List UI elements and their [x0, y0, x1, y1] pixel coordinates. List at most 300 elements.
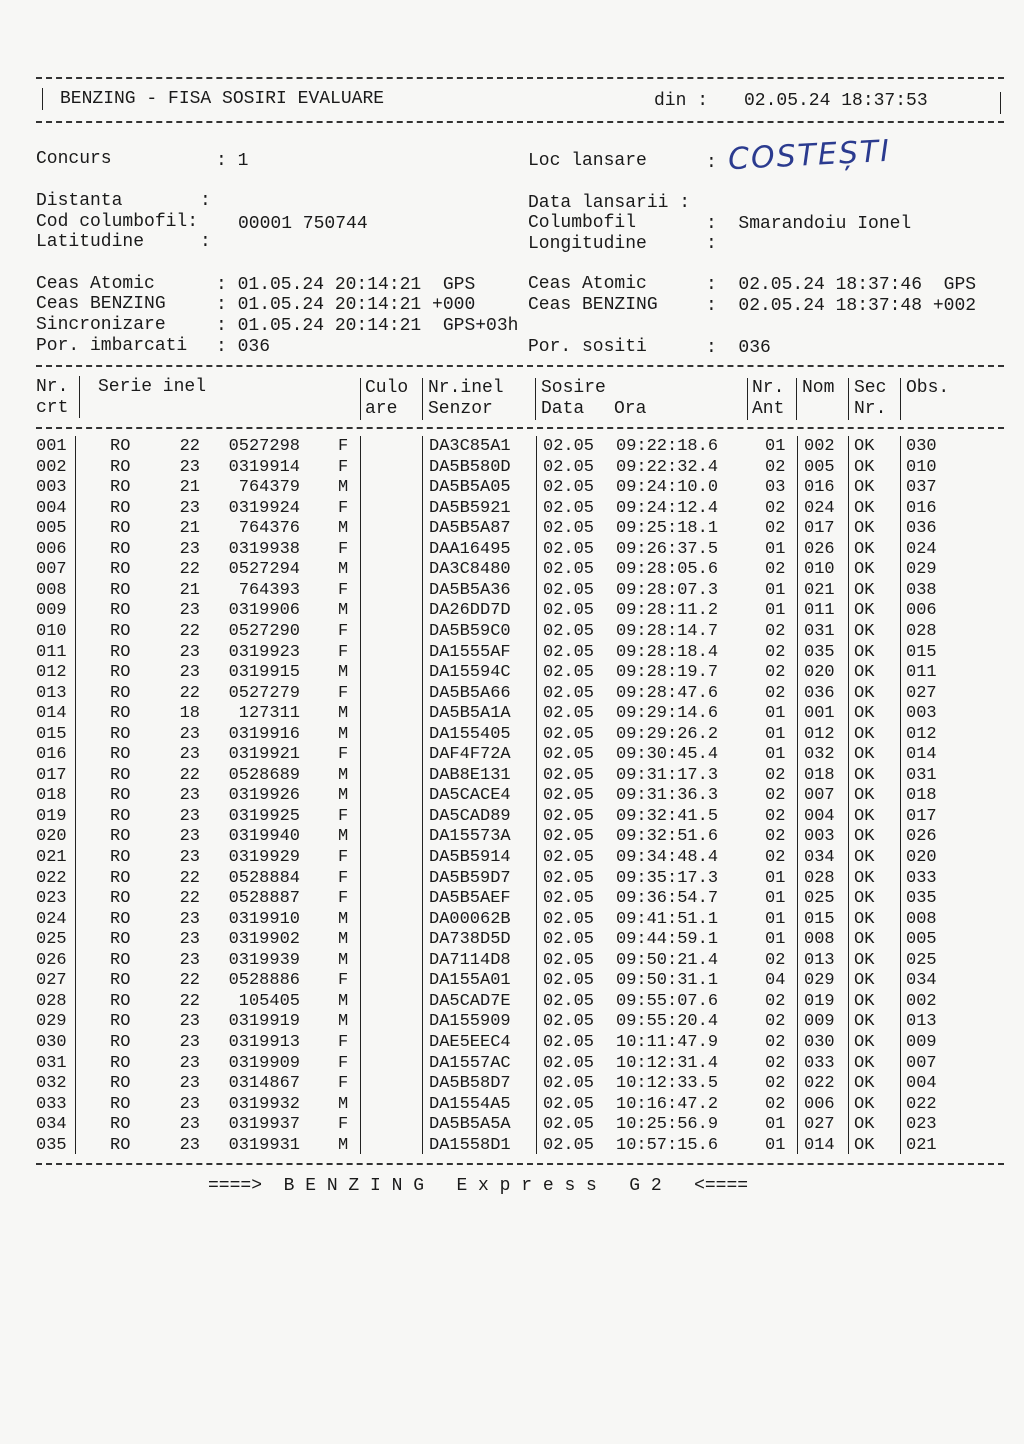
cell-time: 09:32:51.6 [616, 827, 719, 847]
cell-nr: 023 [36, 889, 67, 909]
date-label: din : [654, 91, 709, 111]
cell-obs: 003 [906, 704, 937, 724]
cell-sec: OK [854, 560, 875, 580]
cell-nr: 022 [36, 868, 67, 888]
cell-obs: 030 [906, 437, 937, 456]
table-row [0, 1074, 1024, 1095]
col-serie: Serie inel [98, 377, 207, 397]
cell-sensor: DAA16495 [429, 539, 511, 559]
cell-sex: M [338, 765, 349, 785]
cell-year: 22 [179, 683, 200, 703]
cell-nr: 020 [36, 827, 67, 847]
cell-sensor: DA5B5A87 [429, 519, 511, 539]
cell-country: RO [110, 601, 131, 621]
cell-nom: 002 [804, 437, 835, 456]
cell-sensor: DA5B5AEF [429, 889, 511, 909]
cell-country: RO [110, 498, 131, 518]
cell-nrant: 02 [765, 1094, 786, 1114]
cell-sec: OK [854, 786, 875, 806]
table-row [0, 869, 1024, 890]
table-row [0, 971, 1024, 992]
cell-year: 22 [179, 868, 200, 888]
cell-nrant: 01 [765, 580, 786, 600]
table-row [0, 807, 1024, 828]
cod-value: 00001 750744 [238, 214, 368, 234]
cell-date: 02.05 [543, 889, 595, 909]
table-row [0, 889, 1024, 910]
cell-year: 23 [179, 663, 200, 683]
cell-sec: OK [854, 478, 875, 498]
cell-nrant: 02 [765, 765, 786, 785]
cell-sex: F [338, 457, 349, 477]
cell-time: 09:55:07.6 [616, 991, 719, 1011]
cell-nrant: 02 [765, 786, 786, 806]
cell-ring: 0314867 [228, 1074, 300, 1094]
cell-nom: 017 [804, 519, 835, 539]
cell-country: RO [110, 724, 131, 744]
cell-obs: 011 [906, 663, 937, 683]
cell-year: 23 [179, 457, 200, 477]
cell-sec: OK [854, 765, 875, 785]
col-data: Data [541, 399, 585, 419]
cell-sec: OK [854, 889, 875, 909]
cell-sec: OK [854, 1115, 875, 1135]
cell-ring: 0319931 [228, 1135, 300, 1155]
table-row [0, 458, 1024, 479]
table-row [0, 643, 1024, 664]
cell-date: 02.05 [543, 991, 595, 1011]
cell-year: 23 [179, 827, 200, 847]
header-top-rule [36, 77, 1004, 79]
col-nrant-2: Ant [752, 399, 785, 419]
cell-sex: M [338, 827, 349, 847]
cell-country: RO [110, 457, 131, 477]
cell-sensor: DA15594C [429, 663, 511, 683]
cell-obs: 016 [906, 498, 937, 518]
cell-nom: 004 [804, 806, 835, 826]
cell-date: 02.05 [543, 1032, 595, 1052]
cell-date: 02.05 [543, 519, 595, 539]
cell-sex: M [338, 930, 349, 950]
cell-sex: M [338, 1012, 349, 1032]
cell-nom: 021 [804, 580, 835, 600]
cell-ring: 0319939 [228, 950, 300, 970]
cell-date: 02.05 [543, 806, 595, 826]
cell-country: RO [110, 909, 131, 929]
cell-year: 23 [179, 539, 200, 559]
cell-nr: 008 [36, 580, 67, 600]
table-row [0, 992, 1024, 1013]
header-right-bar [1000, 92, 1001, 114]
cell-obs: 027 [906, 683, 937, 703]
cell-country: RO [110, 868, 131, 888]
cell-date: 02.05 [543, 478, 595, 498]
cell-year: 21 [179, 519, 200, 539]
table-row [0, 663, 1024, 684]
cell-date: 02.05 [543, 827, 595, 847]
cell-nom: 014 [804, 1135, 835, 1155]
cell-nrant: 02 [765, 642, 786, 662]
cell-ring: 764393 [238, 580, 300, 600]
cell-nom: 008 [804, 930, 835, 950]
cell-country: RO [110, 1115, 131, 1135]
cell-year: 23 [179, 950, 200, 970]
table-row [0, 601, 1024, 622]
cell-time: 10:11:47.9 [616, 1032, 719, 1052]
cell-sex: F [338, 1032, 349, 1052]
cell-date: 02.05 [543, 704, 595, 724]
cell-sec: OK [854, 806, 875, 826]
col-separator [75, 436, 76, 1154]
header-divider [79, 376, 80, 418]
cell-sensor: DA5B580D [429, 457, 511, 477]
header-divider [422, 378, 423, 420]
cell-nr: 001 [36, 437, 67, 456]
cell-sensor: DA5B5A66 [429, 683, 511, 703]
cell-date: 02.05 [543, 437, 595, 456]
cell-nr: 011 [36, 642, 67, 662]
cell-country: RO [110, 1053, 131, 1073]
distanta-value: : [200, 191, 211, 211]
table-row [0, 499, 1024, 520]
cell-sensor: DA5B5A36 [429, 580, 511, 600]
cell-nr: 005 [36, 519, 67, 539]
cell-ring: 0319929 [228, 848, 300, 867]
cell-date: 02.05 [543, 580, 595, 600]
cell-date: 02.05 [543, 1135, 595, 1155]
cell-nom: 034 [804, 848, 835, 867]
cell-nr: 026 [36, 950, 67, 970]
cell-country: RO [110, 745, 131, 765]
cell-country: RO [110, 539, 131, 559]
cell-year: 21 [179, 478, 200, 498]
cell-sensor: DA1554A5 [429, 1094, 511, 1114]
cell-ring: 0528887 [228, 889, 300, 909]
ceas-atomic-start-label: Ceas Atomic [36, 274, 155, 294]
col-separator [422, 436, 423, 1154]
cell-sex: F [338, 889, 349, 909]
cell-ring: 0319914 [228, 457, 300, 477]
table-row [0, 519, 1024, 540]
cell-ring: 0319925 [228, 806, 300, 826]
table-row [0, 1095, 1024, 1116]
cell-date: 02.05 [543, 498, 595, 518]
cell-nr: 002 [36, 457, 67, 477]
cell-sec: OK [854, 1074, 875, 1094]
cell-obs: 025 [906, 950, 937, 970]
cell-nrant: 01 [765, 745, 786, 765]
cell-year: 23 [179, 930, 200, 950]
cell-sec: OK [854, 539, 875, 559]
cell-date: 02.05 [543, 539, 595, 559]
cell-year: 22 [179, 889, 200, 909]
footer-brand: ====> B E N Z I N G E x p r e s s G 2 <==== [208, 1176, 749, 1196]
cell-date: 02.05 [543, 663, 595, 683]
cell-obs: 038 [906, 580, 937, 600]
cell-sec: OK [854, 1053, 875, 1073]
header-divider [360, 378, 361, 420]
cell-nom: 003 [804, 827, 835, 847]
col-culo: Culo [365, 378, 409, 398]
distanta-label: Distanta [36, 191, 123, 211]
table-row [0, 540, 1024, 561]
cell-year: 22 [179, 437, 200, 456]
table-row [0, 1054, 1024, 1075]
cell-obs: 005 [906, 930, 937, 950]
cell-sensor: DA5B59C0 [429, 621, 511, 641]
cell-obs: 006 [906, 601, 937, 621]
table-bottom-rule [36, 1163, 1004, 1165]
cell-sex: F [338, 437, 349, 456]
cell-country: RO [110, 519, 131, 539]
cell-year: 23 [179, 642, 200, 662]
cell-nr: 004 [36, 498, 67, 518]
table-row [0, 478, 1024, 499]
cell-country: RO [110, 642, 131, 662]
cell-obs: 002 [906, 991, 937, 1011]
table-row [0, 848, 1024, 869]
cell-time: 09:44:59.1 [616, 930, 719, 950]
cell-time: 09:32:41.5 [616, 806, 719, 826]
cell-year: 23 [179, 806, 200, 826]
cell-sensor: DA5B5A5A [429, 1115, 511, 1135]
cell-sensor: DA5B59D7 [429, 868, 511, 888]
cell-ring: 0319921 [228, 745, 300, 765]
cell-country: RO [110, 704, 131, 724]
cell-nr: 010 [36, 621, 67, 641]
header-divider [796, 378, 797, 420]
cell-time: 09:22:18.6 [616, 437, 719, 456]
cell-obs: 013 [906, 1012, 937, 1032]
cell-nrant: 01 [765, 437, 786, 456]
cell-obs: 034 [906, 971, 937, 991]
cell-sec: OK [854, 848, 875, 867]
cell-year: 23 [179, 786, 200, 806]
cell-nom: 016 [804, 478, 835, 498]
cell-ring: 0319902 [228, 930, 300, 950]
cell-sec: OK [854, 1032, 875, 1052]
cell-nrant: 01 [765, 909, 786, 929]
col-nr: Nr. [36, 377, 69, 397]
cell-date: 02.05 [543, 848, 595, 867]
header-bottom-rule [36, 121, 1004, 123]
table-top-rule [36, 365, 1004, 367]
cell-obs: 012 [906, 724, 937, 744]
cell-nrant: 02 [765, 1032, 786, 1052]
cell-country: RO [110, 1135, 131, 1155]
cell-sec: OK [854, 683, 875, 703]
cell-nom: 033 [804, 1053, 835, 1073]
cell-country: RO [110, 786, 131, 806]
table-row [0, 1115, 1024, 1136]
cell-nom: 031 [804, 621, 835, 641]
cell-sensor: DAE5EEC4 [429, 1032, 511, 1052]
cell-year: 22 [179, 621, 200, 641]
cell-nr: 025 [36, 930, 67, 950]
cell-nrant: 02 [765, 1074, 786, 1094]
cell-obs: 015 [906, 642, 937, 662]
cell-time: 09:41:51.1 [616, 909, 719, 929]
cell-ring: 0527290 [228, 621, 300, 641]
cell-nrant: 02 [765, 1053, 786, 1073]
cell-time: 09:24:12.4 [616, 498, 719, 518]
cell-date: 02.05 [543, 745, 595, 765]
cell-nrant: 02 [765, 621, 786, 641]
cell-ring: 0527298 [228, 437, 300, 456]
cell-nom: 013 [804, 950, 835, 970]
cell-year: 23 [179, 1032, 200, 1052]
cell-nom: 006 [804, 1094, 835, 1114]
loc-colon: : [706, 153, 717, 173]
cell-obs: 033 [906, 868, 937, 888]
cell-sec: OK [854, 601, 875, 621]
cell-sex: F [338, 971, 349, 991]
cell-sex: F [338, 498, 349, 518]
cell-sec: OK [854, 745, 875, 765]
cell-sex: M [338, 786, 349, 806]
sincronizare-label: Sincronizare [36, 315, 166, 335]
table-row [0, 560, 1024, 581]
cell-date: 02.05 [543, 765, 595, 785]
col-obs: Obs. [906, 378, 950, 398]
cell-nr: 016 [36, 745, 67, 765]
cell-nr: 019 [36, 806, 67, 826]
cell-sensor: DA5B5A05 [429, 478, 511, 498]
cell-year: 23 [179, 1074, 200, 1094]
cell-country: RO [110, 1032, 131, 1052]
table-row [0, 704, 1024, 725]
cell-date: 02.05 [543, 621, 595, 641]
cell-date: 02.05 [543, 1115, 595, 1135]
table-row [0, 725, 1024, 746]
cell-sec: OK [854, 909, 875, 929]
cell-ring: 105405 [238, 991, 300, 1011]
cell-nrant: 02 [765, 498, 786, 518]
cell-sensor: DA1557AC [429, 1053, 511, 1073]
cell-ring: 0528689 [228, 765, 300, 785]
cell-nr: 003 [36, 478, 67, 498]
cell-time: 09:28:18.4 [616, 642, 719, 662]
cell-date: 02.05 [543, 560, 595, 580]
latitudine-value: : [200, 232, 211, 252]
cell-ring: 0319932 [228, 1094, 300, 1114]
cell-ring: 0319924 [228, 498, 300, 518]
por-sositi-label: Por. sositi [528, 337, 647, 357]
ceas-benzing-start-value: : 01.05.24 20:14:21 +000 [216, 295, 476, 315]
cell-country: RO [110, 1094, 131, 1114]
cell-date: 02.05 [543, 868, 595, 888]
cell-date: 02.05 [543, 724, 595, 744]
cell-sec: OK [854, 642, 875, 662]
header-divider [535, 378, 536, 420]
cell-sec: OK [854, 827, 875, 847]
cell-ring: 0319919 [228, 1012, 300, 1032]
table-row [0, 827, 1024, 848]
cell-sensor: DA1555AF [429, 642, 511, 662]
cell-nr: 013 [36, 683, 67, 703]
cell-nrant: 02 [765, 560, 786, 580]
ceas-benzing-end-label: Ceas BENZING [528, 295, 658, 315]
cell-country: RO [110, 683, 131, 703]
loc-handwritten: COSTEȘTI [727, 133, 892, 178]
cell-time: 10:25:56.9 [616, 1115, 719, 1135]
table-row [0, 1136, 1024, 1157]
cell-ring: 0319915 [228, 663, 300, 683]
cell-country: RO [110, 889, 131, 909]
cell-ring: 0319913 [228, 1032, 300, 1052]
cell-year: 22 [179, 765, 200, 785]
cell-nom: 029 [804, 971, 835, 991]
cell-nom: 036 [804, 683, 835, 703]
cell-sec: OK [854, 457, 875, 477]
cell-nrant: 01 [765, 930, 786, 950]
cell-sensor: DA15573A [429, 827, 511, 847]
cell-sensor: DA155405 [429, 724, 511, 744]
cell-nrant: 01 [765, 539, 786, 559]
cell-sensor: DA3C85A1 [429, 437, 511, 456]
cell-ring: 0319916 [228, 724, 300, 744]
cell-time: 09:28:19.7 [616, 663, 719, 683]
cell-ring: 0319938 [228, 539, 300, 559]
cell-obs: 022 [906, 1094, 937, 1114]
cell-sensor: DA5CAD7E [429, 991, 511, 1011]
cell-country: RO [110, 663, 131, 683]
cell-country: RO [110, 1012, 131, 1032]
cell-sex: M [338, 1135, 349, 1155]
cell-nrant: 03 [765, 478, 786, 498]
cell-obs: 037 [906, 478, 937, 498]
cell-nrant: 01 [765, 889, 786, 909]
cell-sec: OK [854, 950, 875, 970]
cell-time: 09:55:20.4 [616, 1012, 719, 1032]
cell-ring: 0319937 [228, 1115, 300, 1135]
cell-time: 09:36:54.7 [616, 889, 719, 909]
cell-sec: OK [854, 971, 875, 991]
cell-nom: 032 [804, 745, 835, 765]
ceas-atomic-end-label: Ceas Atomic [528, 274, 647, 294]
cell-date: 02.05 [543, 1094, 595, 1114]
cell-time: 09:22:32.4 [616, 457, 719, 477]
cell-ring: 0319909 [228, 1053, 300, 1073]
cod-label: Cod columbofil: [36, 212, 199, 232]
table-row [0, 910, 1024, 931]
col-crt: crt [36, 398, 69, 418]
cell-nr: 027 [36, 971, 67, 991]
col-senzor: Senzor [428, 399, 493, 419]
cell-date: 02.05 [543, 786, 595, 806]
cell-nom: 012 [804, 724, 835, 744]
concurs-value: : 1 [216, 151, 249, 171]
columbofil-value: : Smarandoiu Ionel [706, 214, 912, 234]
cell-nrant: 01 [765, 1115, 786, 1135]
cell-sex: F [338, 1053, 349, 1073]
cell-time: 09:30:45.4 [616, 745, 719, 765]
cell-ring: 764379 [238, 478, 300, 498]
cell-obs: 010 [906, 457, 937, 477]
cell-sex: F [338, 683, 349, 703]
cell-sex: F [338, 745, 349, 765]
concurs-label: Concurs [36, 149, 112, 169]
cell-nrant: 02 [765, 806, 786, 826]
cell-country: RO [110, 848, 131, 867]
cell-nrant: 02 [765, 519, 786, 539]
cell-sensor: DA738D5D [429, 930, 511, 950]
col-ora: Ora [614, 399, 647, 419]
cell-sex: M [338, 478, 349, 498]
cell-nr: 034 [36, 1115, 67, 1135]
loc-label: Loc lansare [528, 151, 647, 171]
cell-country: RO [110, 765, 131, 785]
